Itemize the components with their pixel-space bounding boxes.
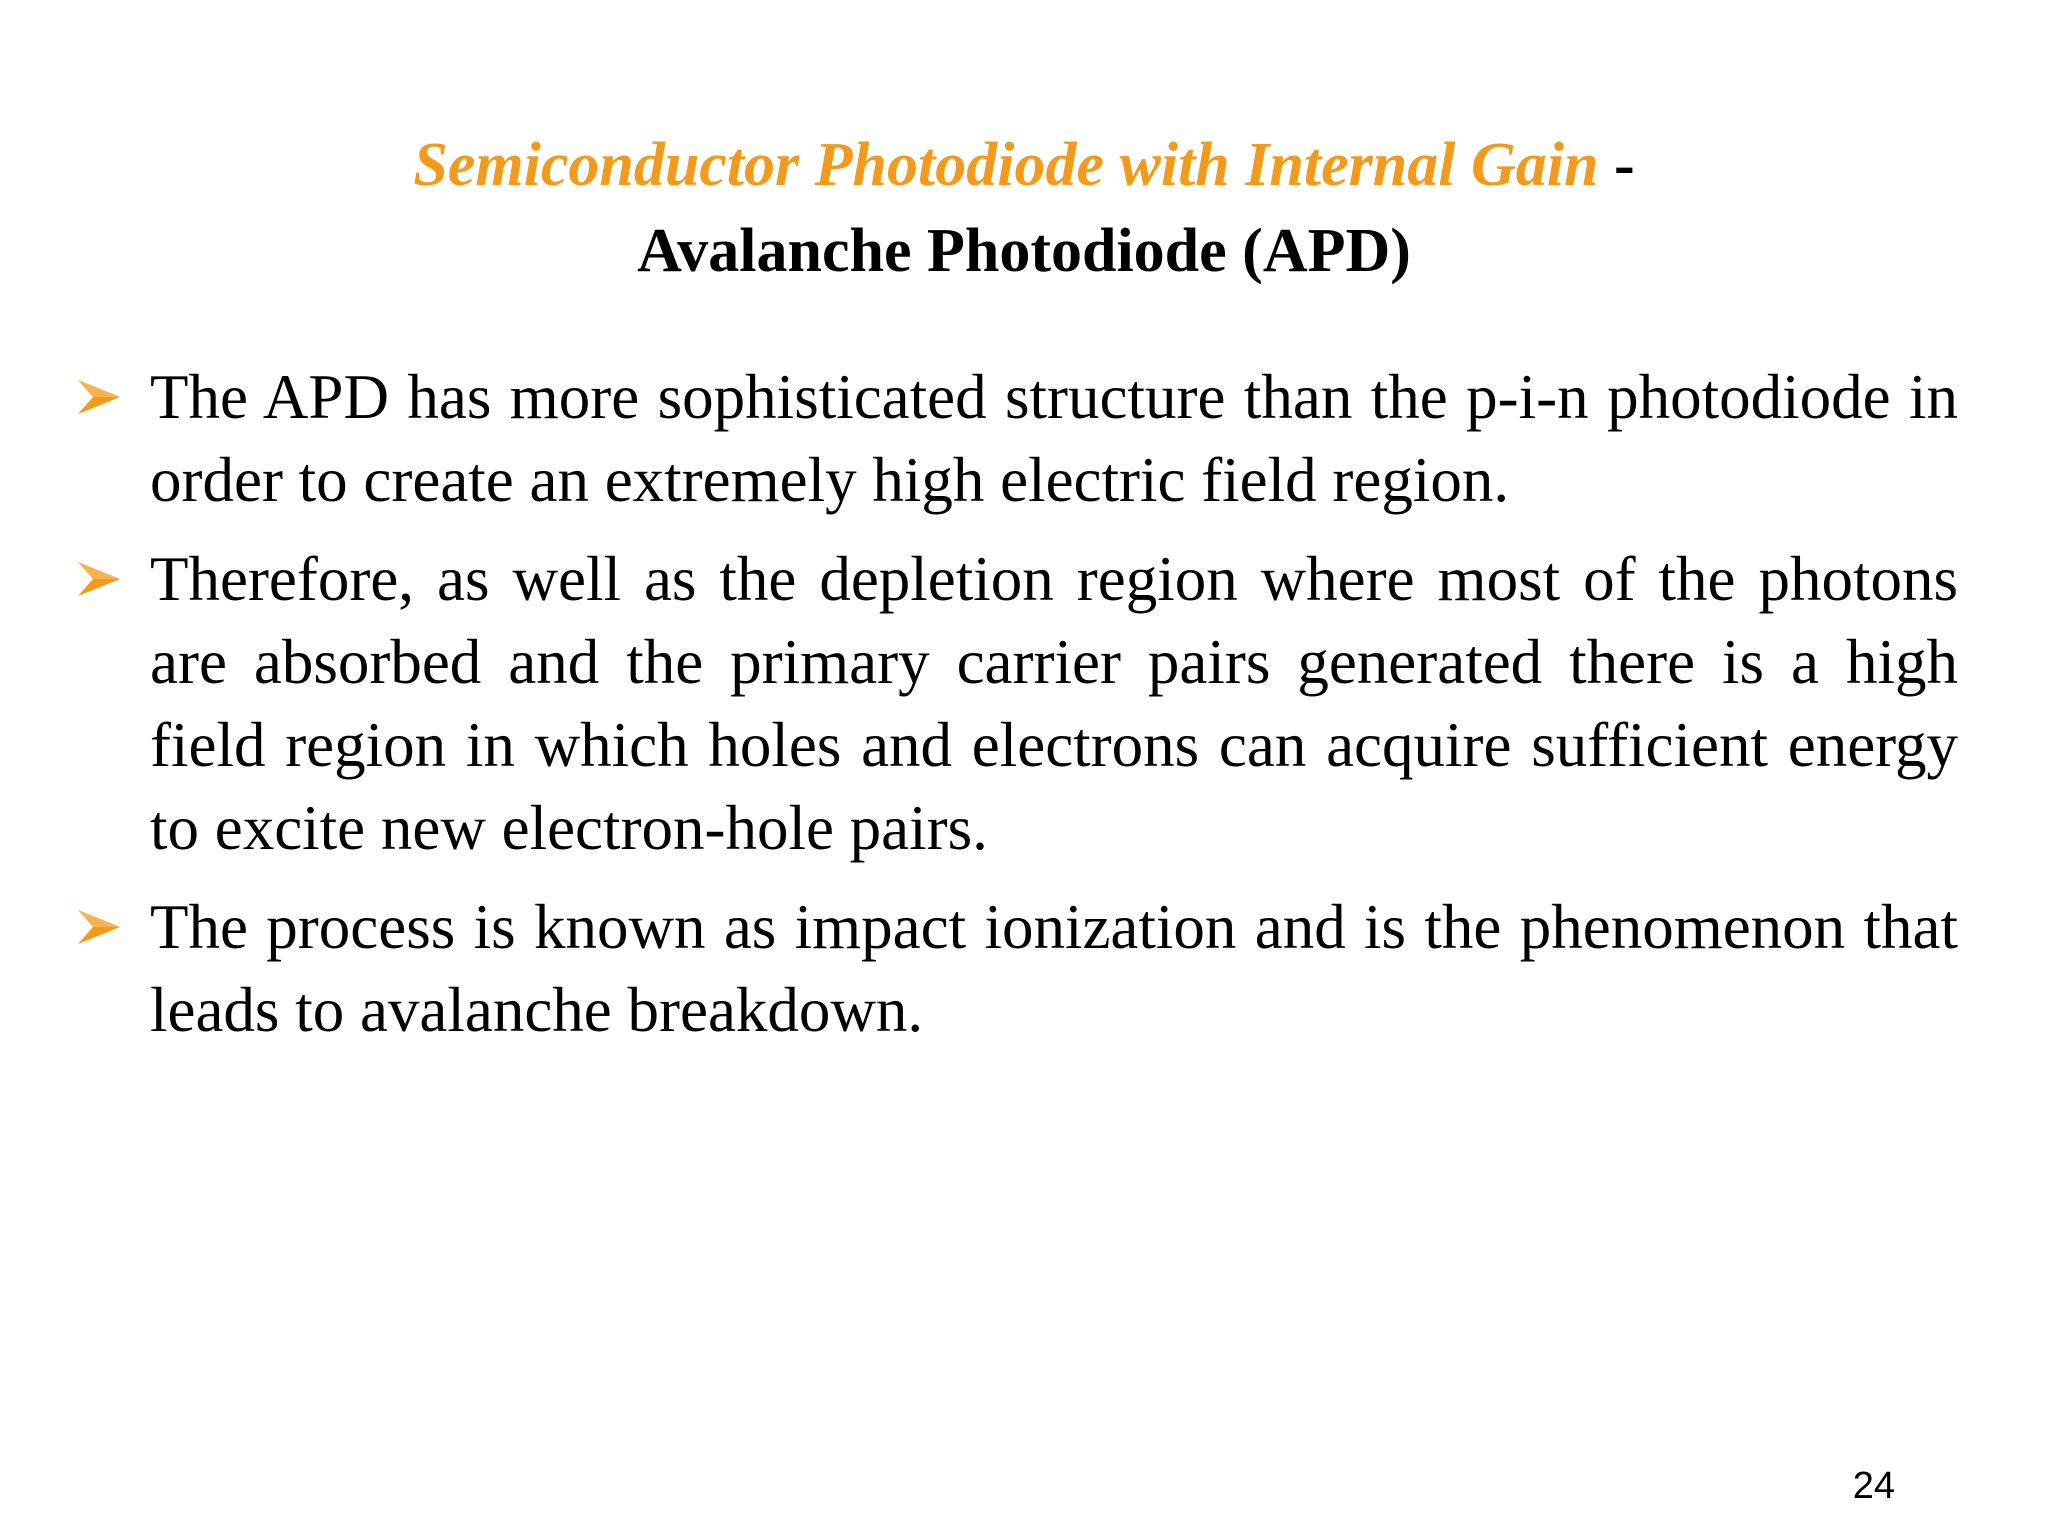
page-number: 24 xyxy=(1852,1465,1895,1507)
arrow-bullet-icon xyxy=(76,559,122,599)
title-separator: - xyxy=(1598,131,1635,199)
bullet-item xyxy=(76,538,1958,870)
bullet-text: Therefore, as well as the depletion region where most of the photons are absorbed and the primary carrier pairs generated there is a high field region in which holes and electrons can acquire sufficient energy to excite new electron-hole pairs. xyxy=(150,544,1958,863)
bullet-text: The process is known as impact ionization and is the phenomenon that leads to avalanche breakdown. xyxy=(150,892,1958,1045)
bullet-text: The APD has more sophisticated structure than the p-i-n photodiode in order to create an extremely high electric field region. xyxy=(150,362,1958,515)
bullet-item xyxy=(76,356,1958,522)
bullet-list xyxy=(76,356,1958,1068)
title-accent: Semiconductor Photodiode with Internal Gain xyxy=(413,131,1599,199)
arrow-bullet-icon xyxy=(76,377,122,417)
bullet-item xyxy=(76,886,1958,1052)
title-subtitle: Avalanche Photodiode (APD) xyxy=(637,217,1411,285)
arrow-bullet-icon xyxy=(76,907,122,947)
slide-title xyxy=(0,122,2048,294)
